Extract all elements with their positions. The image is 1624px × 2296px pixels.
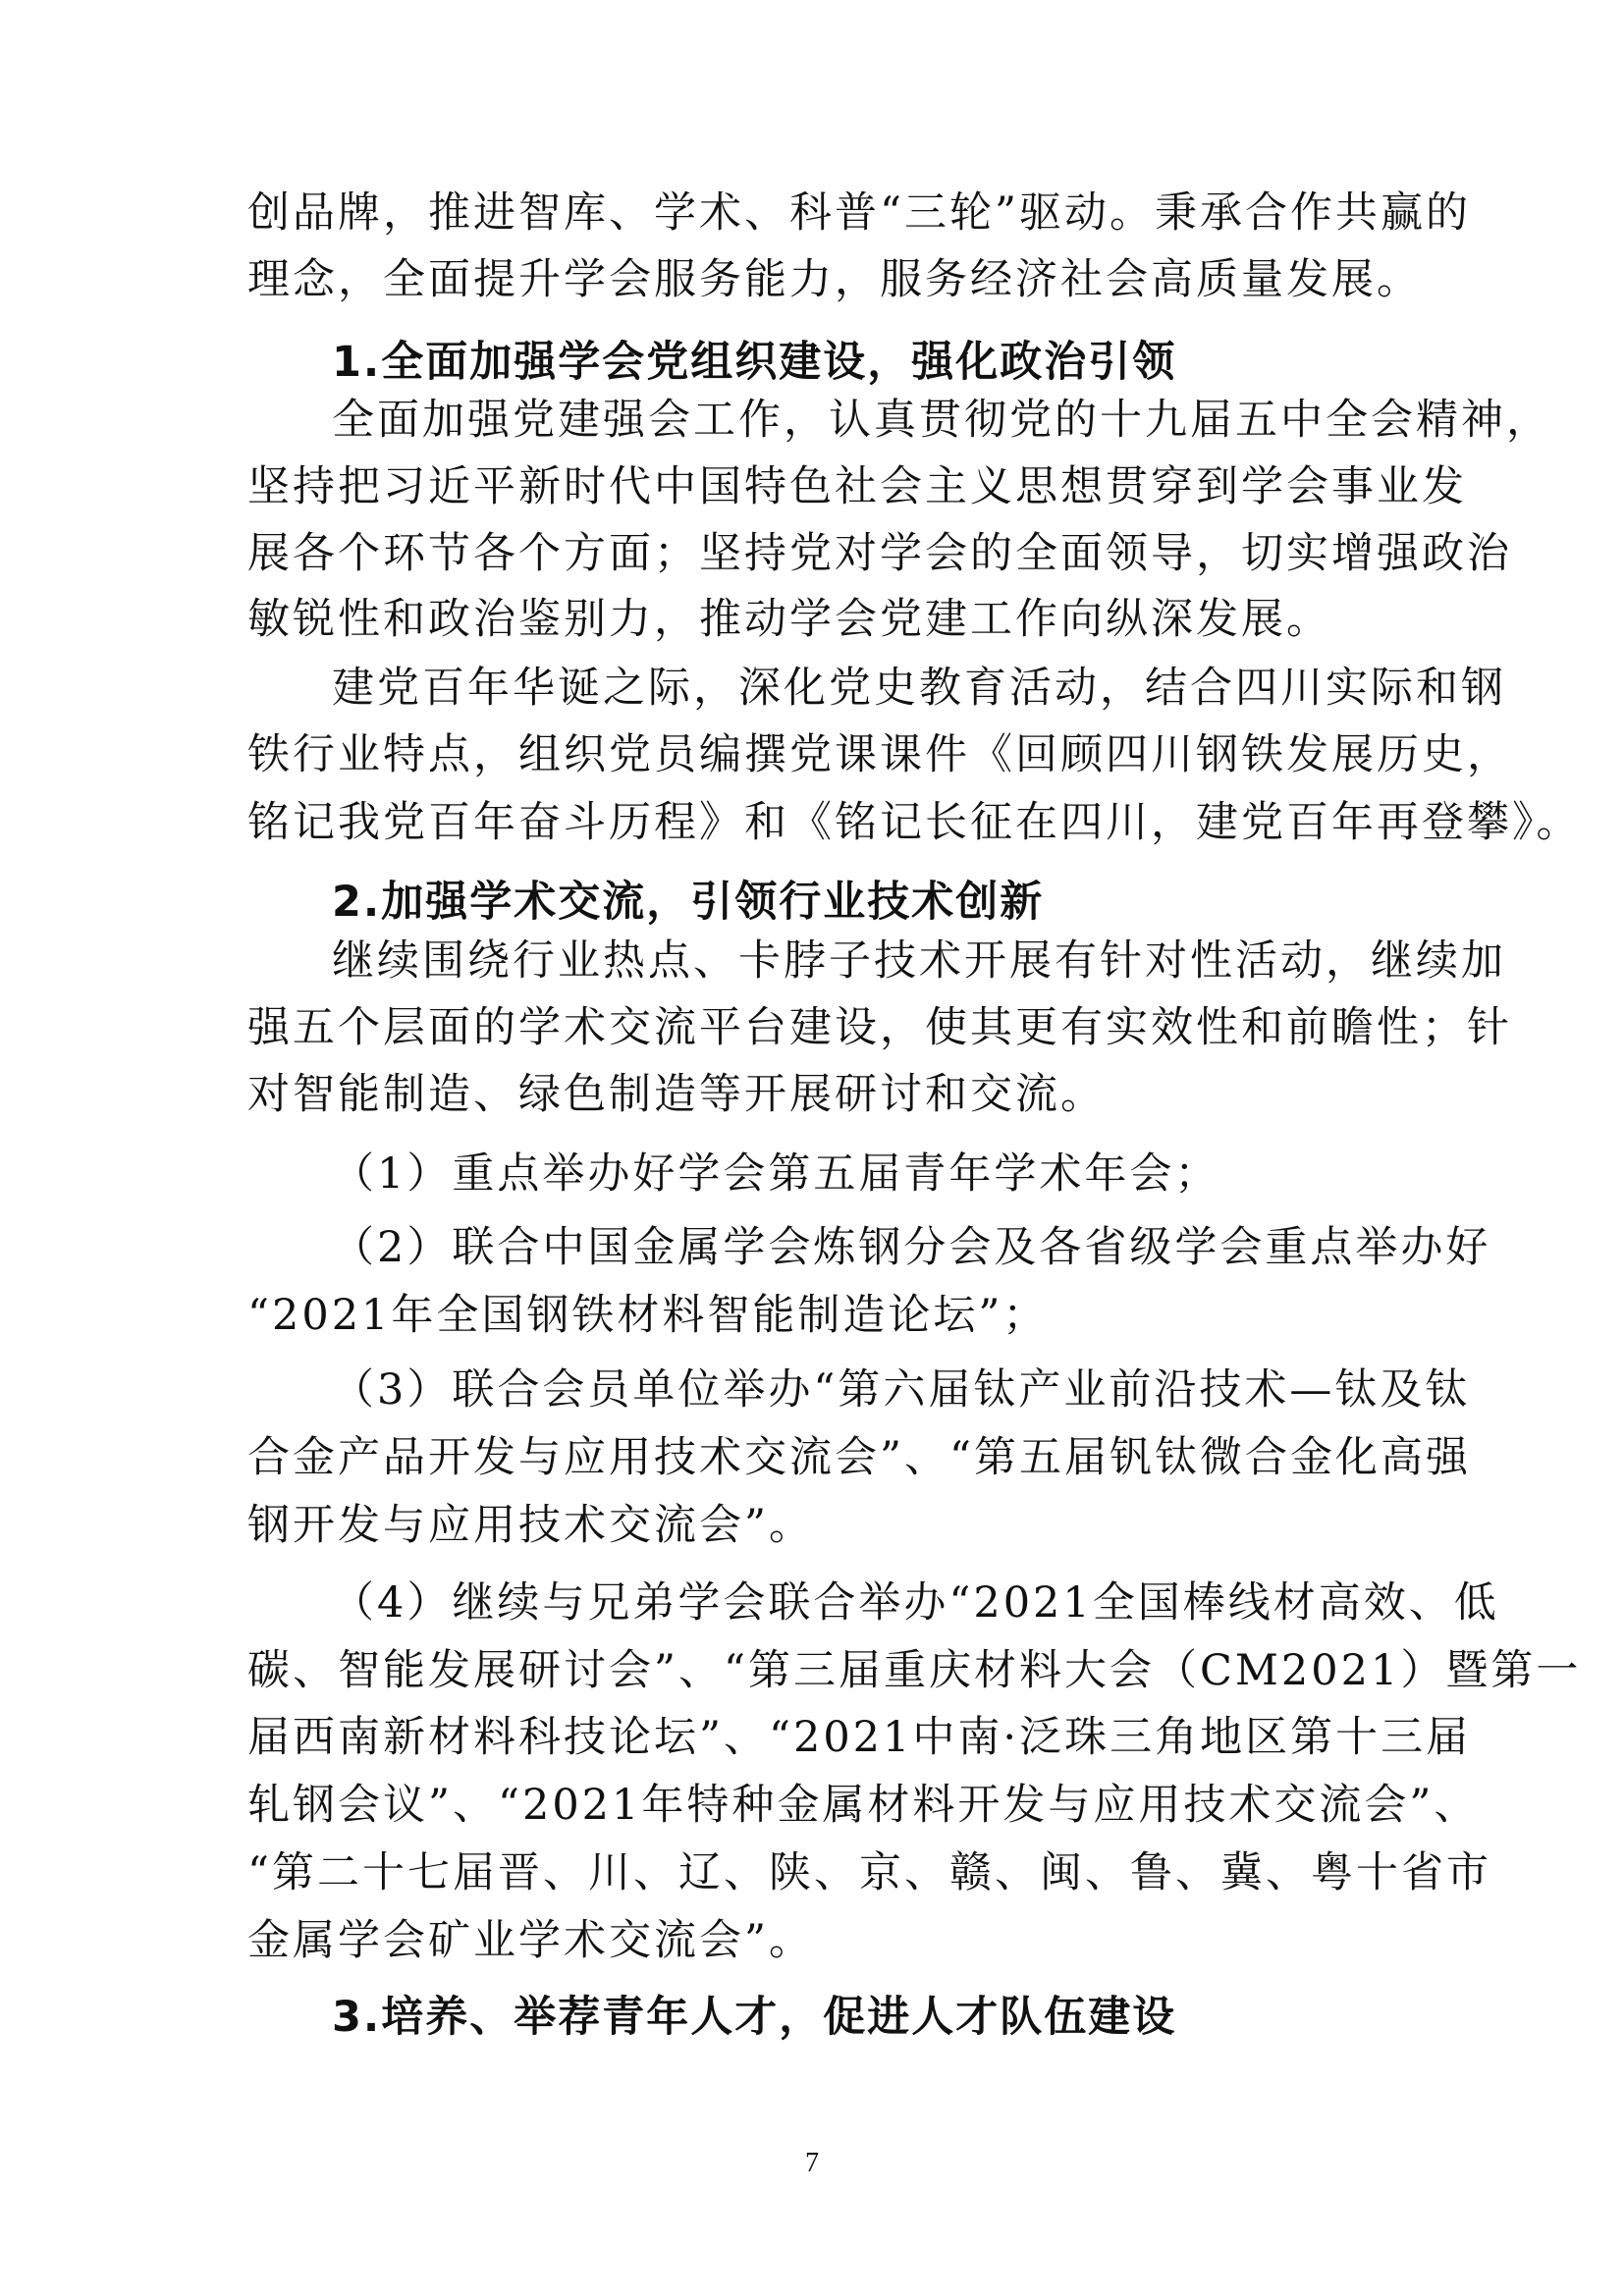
list-item: （1）重点举办好学会第五届青年学术年会； [332, 1149, 1220, 1199]
body-text-line: 强五个层面的学术交流平台建设，使其更有实效性和前瞻性；针 [247, 1003, 1512, 1052]
list-item-continuation: 碳、智能发展研讨会”、“第三届重庆材料大会（CM2021）暨第一 [247, 1646, 1582, 1695]
list-item-continuation: 金属学会矿业学术交流会”。 [247, 1916, 814, 1965]
list-item: （3）联合会员单位举办“第六届钛产业前沿技术—钛及钛 [332, 1365, 1471, 1415]
body-text-line: 理念，全面提升学会服务能力，服务经济社会高质量发展。 [247, 255, 1422, 304]
list-item-continuation: 届西南新材料科技论坛”、“2021中南·泛珠三角地区第十三届 [247, 1713, 1472, 1762]
body-text-line: 铁行业特点，组织党员编撰党课课件《回顾四川钢铁发展历史， [247, 730, 1512, 779]
list-item-continuation: 合金产品开发与应用技术交流会”、“第五届钒钛微合金化高强 [247, 1433, 1471, 1482]
body-text-line: 坚持把习近平新时代中国特色社会主义思想贯穿到学会事业发 [247, 462, 1467, 511]
body-text-line: 对智能制造、绿色制造等开展研讨和交流。 [247, 1070, 1106, 1119]
section-heading-2: 2.加强学术交流，引领行业技术创新 [332, 878, 1045, 927]
section-heading-3: 3.培养、举荐青年人才，促进人才队伍建设 [332, 1993, 1177, 2042]
page-number: 7 [805, 2148, 819, 2178]
list-item-continuation: “第二十七届晋、川、辽、陕、京、赣、闽、鲁、冀、粤十省市 [247, 1848, 1491, 1897]
body-text-line: 全面加强党建强会工作，认真贯彻党的十九届五中全会精神， [332, 396, 1551, 445]
list-item-continuation: 钢开发与应用技术交流会”。 [247, 1501, 814, 1550]
body-text-line: 建党百年华诞之际，深化党史教育活动，结合四川实际和钢 [332, 664, 1506, 713]
body-text-line: 敏锐性和政治鉴别力，推动学会党建工作向纵深发展。 [247, 595, 1331, 644]
body-text-line: 铭记我党百年奋斗历程》和《铭记长征在四川，建党百年再登攀》。 [247, 798, 1582, 847]
list-item-continuation: “2021年全国钢铁材料智能制造论坛”； [247, 1291, 1049, 1340]
body-text-line: 展各个环节各个方面；坚持党对学会的全面领导，切实增强政治 [247, 529, 1512, 578]
section-heading-1: 1.全面加强学会党组织建设，强化政治引领 [332, 338, 1177, 387]
body-text-line: 创品牌，推进智库、学术、科普“三轮”驱动。秉承合作共赢的 [247, 188, 1471, 238]
list-item: （4）继续与兄弟学会联合举办“2021全国棒线材高效、低 [332, 1578, 1499, 1628]
body-text-line: 继续围绕行业热点、卡脖子技术开展有针对性活动，继续加 [332, 936, 1506, 986]
list-item-continuation: 轧钢会议”、“2021年特种金属材料开发与应用技术交流会”、 [247, 1781, 1480, 1830]
list-item: （2）联合中国金属学会炼钢分会及各省级学会重点举办好 [332, 1223, 1491, 1272]
